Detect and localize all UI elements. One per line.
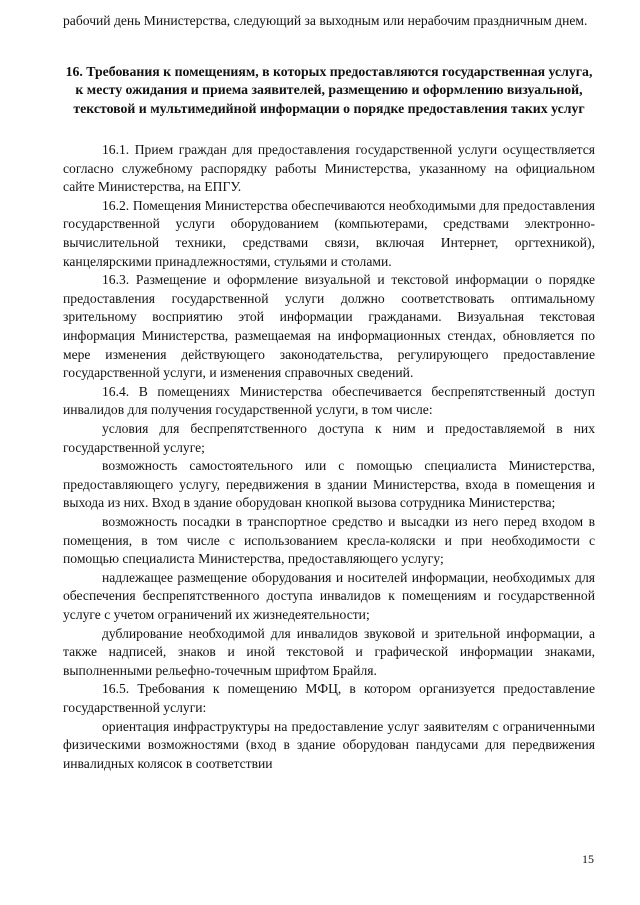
list-item-transport: возможность посадки в транспортное средство и высадки из него перед входом в помещения, в том числе с использованием кресла-коляски и при необходимости с помощью специалиста Министерства, предоставляющего услугу;: [63, 513, 595, 567]
list-item-infrastructure: ориентация инфраструктуры на предоставление услуг заявителям с ограниченными физическими возможностями (вход в здание оборудован пандусами для передвижения инвалидных колясок в соответствии: [63, 718, 595, 771]
list-item-movement: возможность самостоятельного или с помощью специалиста Министерства, предоставляющего услугу, передвижения в здании Министерства, входа в помещения и выхода из них. Вход в здание оборудован кнопкой вызова сотрудника Министерства;: [63, 458, 595, 511]
paragraph-16-1: 16.1. Прием граждан для предоставления государственной услуги осуществляется согласно служебному распорядку работы Министерства, указанному на официальном сайте Министерства, на ЕПГУ.: [63, 142, 595, 195]
intro-paragraph: рабочий день Министерства, следующий за выходным или нерабочим праздничным днем.: [63, 13, 588, 28]
section-heading: 16. Требования к помещениям, в которых предоставляются государственная услуга, к месту ожидания и приема заявителей, размещению и оформлению визуальной, текстовой и мультимедийной информации о порядке предоставления таких услуг: [65, 63, 593, 116]
list-item-access-conditions: условия для беспрепятственного доступа к ним и предоставляемой в них государственной услуге;: [63, 421, 595, 455]
paragraph-16-4: 16.4. В помещениях Министерства обеспечивается беспрепятственный доступ инвалидов для получения государственной услуги, в том числе:: [63, 383, 595, 418]
paragraph-16-2: 16.2. Помещения Министерства обеспечиваются необходимыми для предоставления государственной услуги оборудованием (компьютерами, средствами электронно-вычислительной техники, средствами связи, включая Интернет, оргтехникой), канцелярскими принадлежностями, стульями и столами.: [63, 197, 595, 269]
document-page: [63, 12, 595, 773]
list-item-equipment: надлежащее размещение оборудования и носителей информации, необходимых для обеспечения беспрепятственного доступа инвалидов к помещениям и государственной услуге с учетом ограничений их жизнедеятельности;: [63, 569, 595, 622]
page-number: 15: [582, 852, 594, 866]
paragraph-16-5: 16.5. Требования к помещению МФЦ, в котором организуется предоставление государственной услуги:: [63, 681, 595, 715]
list-item-braille: дублирование необходимой для инвалидов звуковой и зрительной информации, а также надписей, знаков и иной текстовой и графической информации знаками, выполненными рельефно-точечным шрифтом Брайля.: [63, 625, 595, 678]
paragraph-16-3: 16.3. Размещение и оформление визуальной и текстовой информации о порядке предоставления государственной услуги должно соответствовать оптимальному зрительному восприятию этой информации гражданами. Визуальная текстовая информация Министерства, размещаемая на информационных стендах, обновляется по мере изменения действующего законодательства, регулирующего предоставление государственной услуги, и изменения справочных сведений.: [63, 272, 595, 381]
